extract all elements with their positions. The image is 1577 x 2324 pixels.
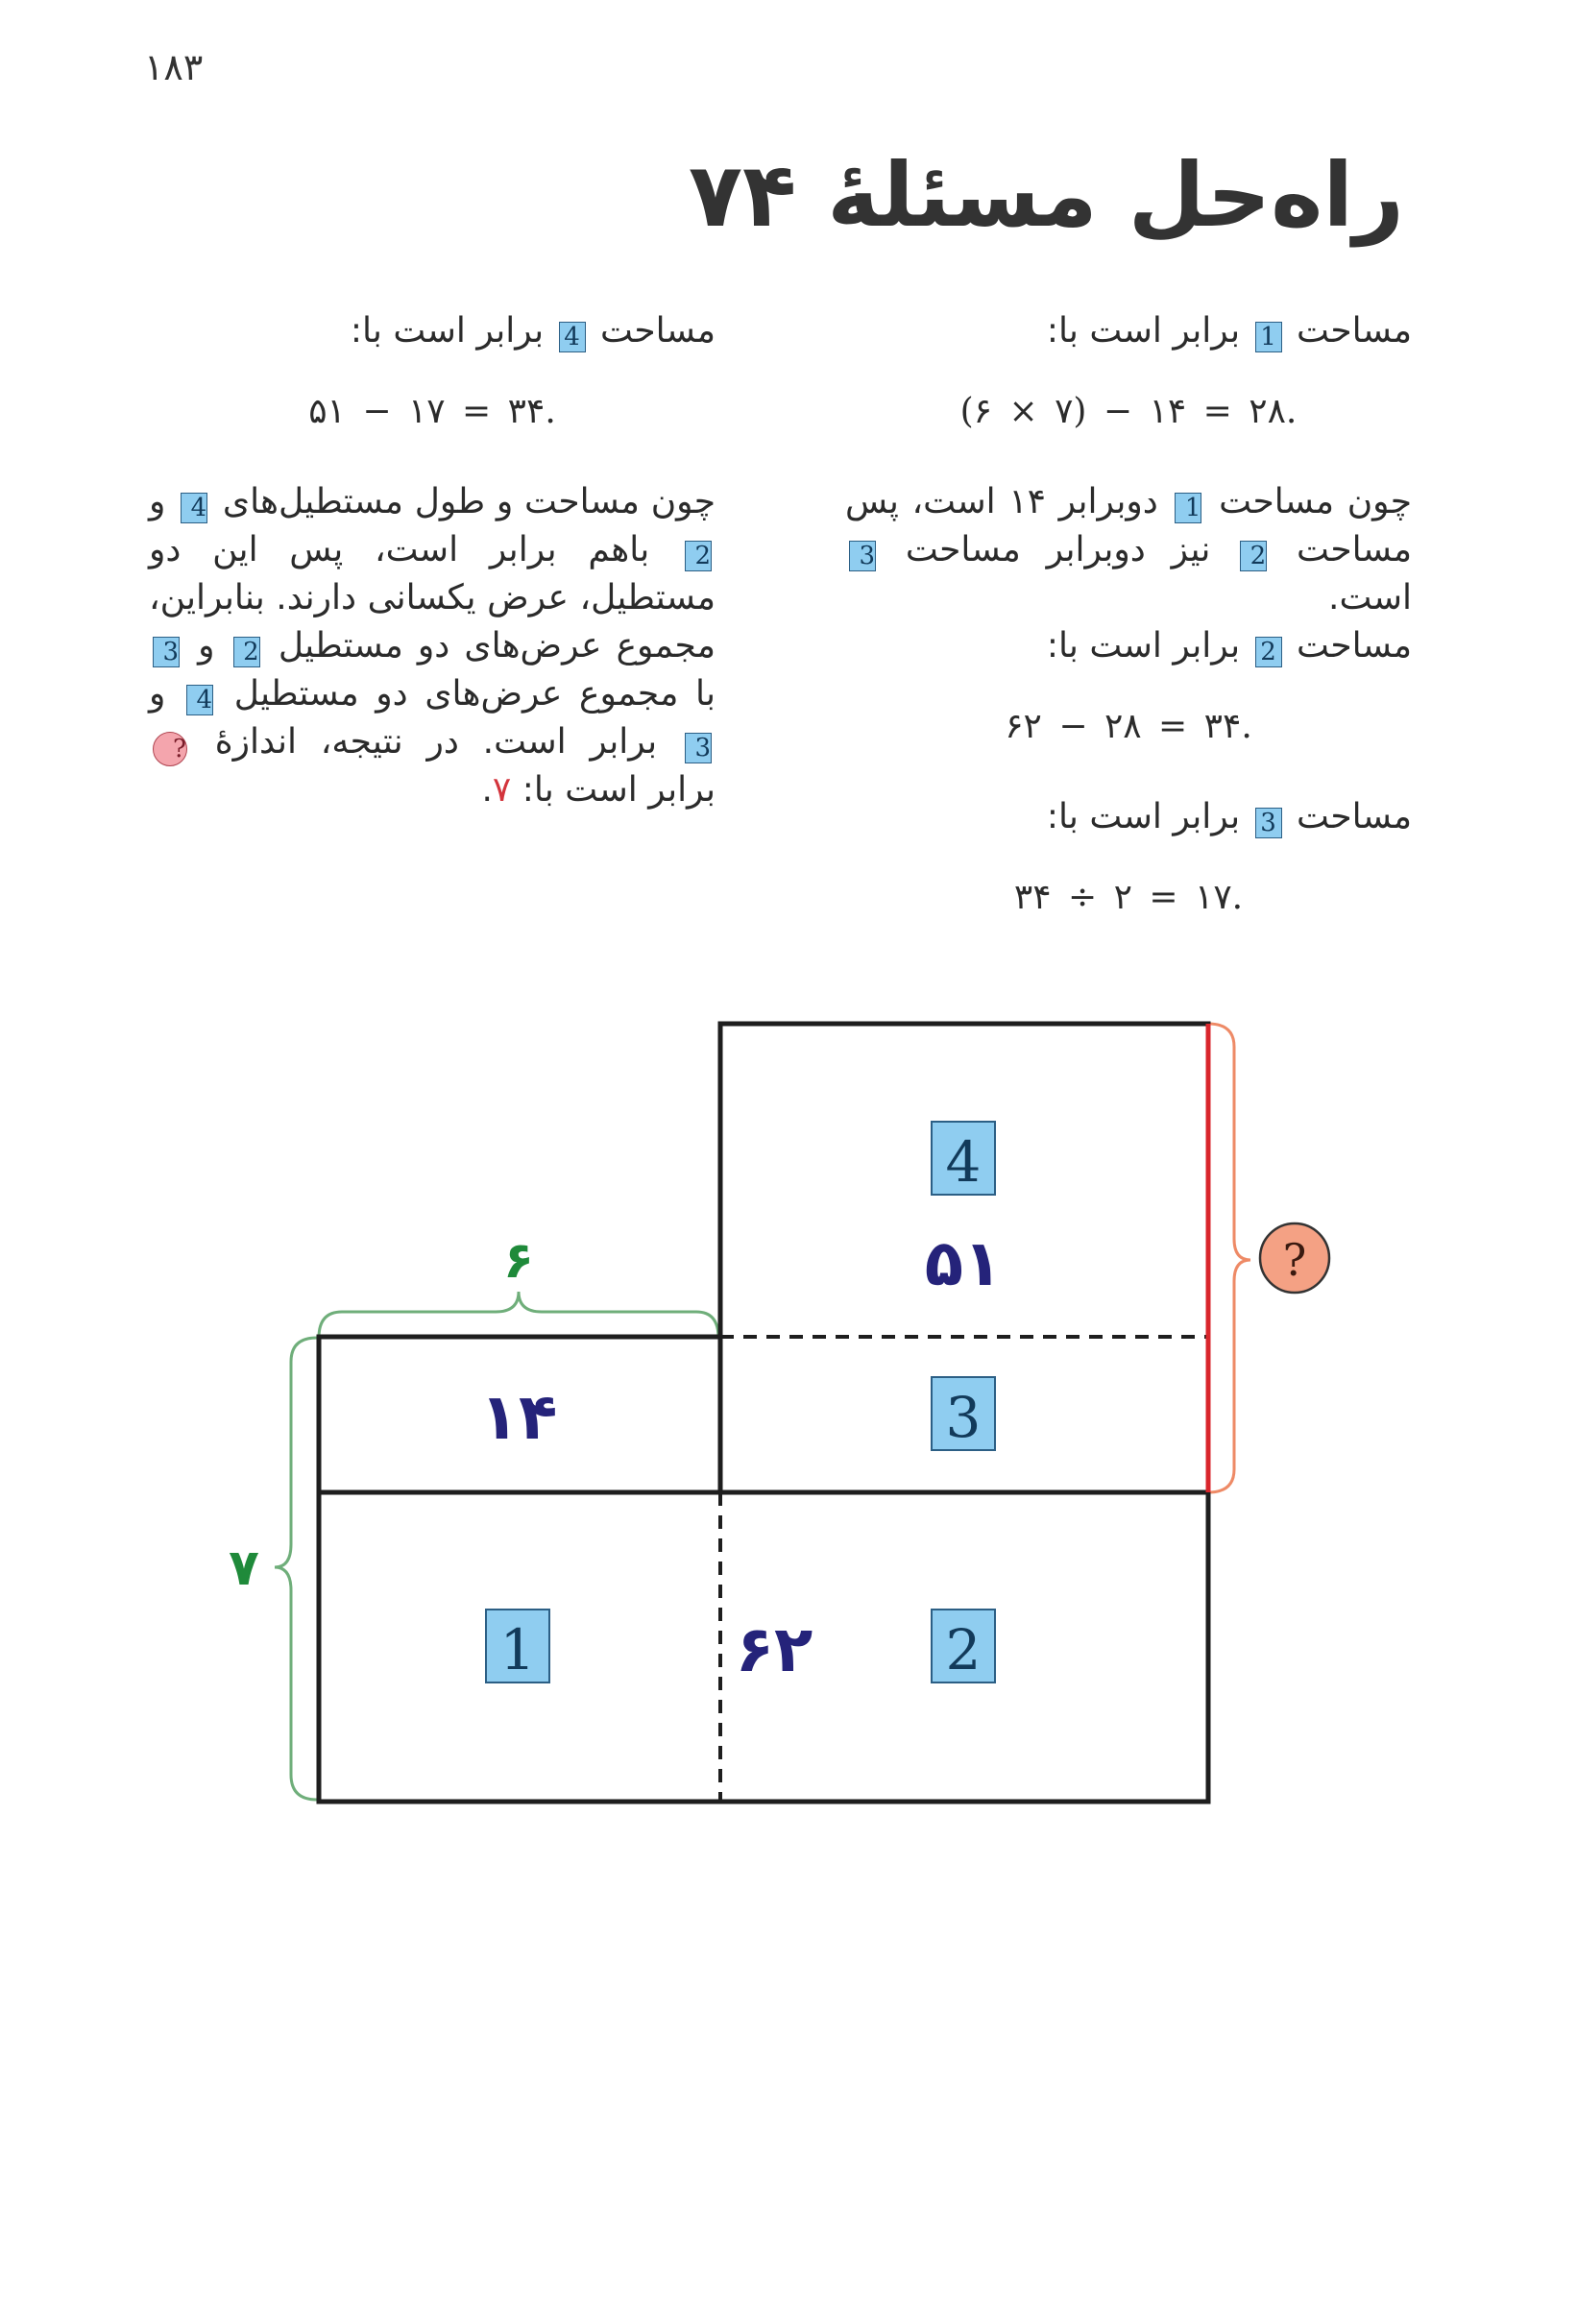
text: چون مساحت bbox=[1219, 482, 1413, 521]
text: نیز دوبرابر مساحت bbox=[905, 530, 1211, 569]
text: برابر است. در نتیجه، اندازهٔ bbox=[214, 722, 658, 762]
text: مساحت bbox=[600, 311, 716, 351]
text: . bbox=[481, 770, 493, 810]
height-label: ۷ bbox=[229, 1539, 259, 1597]
rect-2-badge: 2 bbox=[233, 637, 260, 667]
rect-3-badge: 3 bbox=[685, 733, 712, 763]
rect-2-badge: 2 bbox=[685, 541, 712, 571]
text: مساحت bbox=[1297, 626, 1412, 666]
page-number: ۱۸۳ bbox=[144, 46, 204, 88]
text: و bbox=[149, 674, 166, 714]
question-circle bbox=[1260, 1223, 1329, 1293]
top-brace bbox=[319, 1292, 718, 1338]
rect-2-badge: 2 bbox=[1255, 637, 1282, 667]
rect-4-badge: 4 bbox=[181, 493, 207, 523]
rect-3-label: 3 bbox=[945, 1385, 982, 1450]
width-label: ۶ bbox=[503, 1232, 534, 1290]
rect-2-square bbox=[932, 1610, 995, 1682]
text: برابر است با: bbox=[350, 311, 545, 351]
text: چون مساحت و طول مستطیل‌های bbox=[222, 482, 716, 521]
rect-1-badge: 1 bbox=[1175, 493, 1201, 523]
rect-1-label: 1 bbox=[499, 1617, 536, 1682]
rect-2-label: 2 bbox=[945, 1617, 982, 1682]
text: دوبرابر ۱۴ است، پس مساحت bbox=[845, 482, 1412, 569]
text: برابر است با: bbox=[522, 770, 716, 810]
area-label-51: ۵۱ bbox=[924, 1226, 1003, 1300]
equation-4: ۵۱ − ۱۷ = ۳۴. bbox=[308, 392, 556, 431]
equation-2: ۶۲ − ۲۸ = ۳۴. bbox=[1005, 707, 1252, 746]
left-brace bbox=[275, 1338, 317, 1800]
text: باهم برابر است، پس این دو مستطیل، عرض یکسانی دارند. بنابراین، مجموع عرض‌های دو مستطیل bbox=[149, 530, 716, 666]
rect-4-label: 4 bbox=[945, 1129, 982, 1195]
text: برابر است با: bbox=[1046, 797, 1241, 836]
rect-4-badge: 4 bbox=[559, 322, 586, 352]
text: است. bbox=[1328, 578, 1412, 617]
text: با مجموع عرض‌های دو مستطیل bbox=[233, 674, 716, 714]
area-label-14: ۱۴ bbox=[479, 1380, 558, 1454]
rect-2-badge: 2 bbox=[1240, 541, 1267, 571]
equation-3: ۳۴ ÷ ۲ = ۱۷. bbox=[1013, 878, 1244, 917]
text: مساحت bbox=[1297, 797, 1412, 836]
text: برابر است با: bbox=[1046, 626, 1241, 666]
rect-1-badge: 1 bbox=[1255, 322, 1282, 352]
rect-3-badge: 3 bbox=[1255, 808, 1282, 838]
rect-3-badge: 3 bbox=[849, 541, 876, 571]
rect-3-badge: 3 bbox=[153, 637, 180, 667]
rect-4-badge: 4 bbox=[186, 685, 213, 715]
text: و bbox=[198, 626, 215, 666]
answer-value: ۷ bbox=[492, 770, 512, 810]
rect-3-square bbox=[932, 1377, 995, 1450]
right-brace bbox=[1208, 1024, 1250, 1492]
equation-1: (۶ × ۷) − ۱۴ = ۲۸. bbox=[959, 392, 1298, 431]
text: برابر است با: bbox=[1046, 311, 1241, 351]
question-mark: ? bbox=[1282, 1234, 1307, 1286]
rect-4-square bbox=[932, 1122, 995, 1195]
question-badge: ? bbox=[153, 732, 187, 766]
text: مساحت bbox=[1297, 311, 1412, 351]
rect-1-square bbox=[486, 1610, 549, 1682]
area-label-62: ۶۲ bbox=[735, 1612, 813, 1686]
page-title: راه‌حل مسئلهٔ ۷۴ bbox=[688, 144, 1404, 247]
text: و bbox=[149, 482, 166, 521]
